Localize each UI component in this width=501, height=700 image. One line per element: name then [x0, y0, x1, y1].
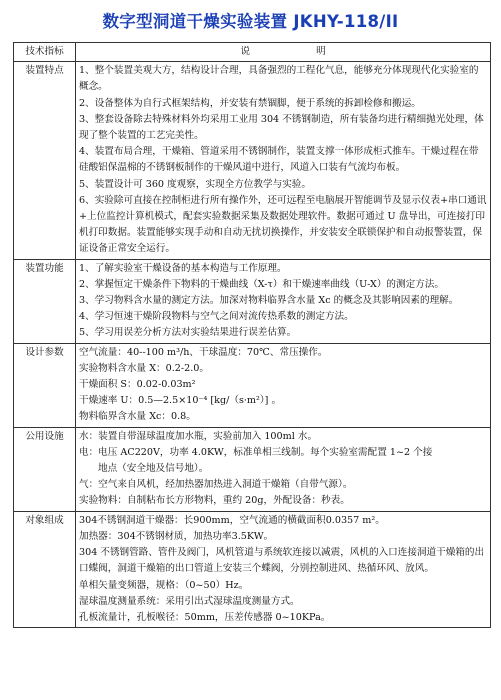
utility-line: 气：空气来自风机，经加热器加热进入洞道干燥箱（自带气源）。: [79, 479, 353, 491]
component-line: 湿球温度测量系统：采用引出式湿球温度测量方式。: [79, 595, 300, 607]
row-label-components: 对象组成: [14, 511, 76, 627]
component-line: 单相矢量变频器，规格：（0~50）Hz。: [79, 579, 249, 591]
table-row: [14, 62, 491, 259]
component-line: 304 不锈钢管路、管件及阀门，风机管道与系统软连接以减震，风机的入口连接洞道干燥箱的出口蝶阀，洞道干燥箱的出口管道上安装三个蝶阀，分别控制进风、热循环风、放风。: [79, 547, 485, 575]
function-line: 3、学习物料含水量的测定方法。加深对物料临界含水量 Xc 的概念及其影响因素的理解。: [79, 295, 459, 307]
row-content-components: [76, 511, 491, 627]
utility-line: 实验物料：自制粘布长方形物料，重约 20g，外配设备：秒表。: [79, 495, 350, 507]
row-content-utilities: [76, 427, 491, 511]
row-label-parameters: 设计参数: [14, 343, 76, 427]
function-line: 1、了解实验室干燥设备的基本构造与工作原理。: [79, 262, 287, 274]
parameter-line: 干燥速率 U：0.5—2.5×10⁻⁴ [kg/（s·m²）] 。: [79, 395, 282, 407]
component-line: 孔板流量计，孔板喉径：50mm，压差传感器 0~10KPa。: [79, 611, 331, 623]
parameter-line: 实验物料含水量 X：0.2-2.0。: [79, 362, 209, 374]
spec-table: [13, 42, 491, 628]
row-content-parameters: [76, 343, 491, 427]
feature-line: 5、装置设计可 360 度观察，实现全方位教学与实验。: [79, 178, 311, 190]
utility-line: 水：装置自带湿球温度加水瓶，实验前加入 100ml 水。: [79, 430, 318, 442]
row-label-features: 装置特点: [14, 62, 76, 259]
header-desc-char-1: 说: [240, 46, 250, 57]
page-title: 数字型洞道干燥实验装置 JKHY-118/II: [102, 12, 399, 31]
table-row: [14, 427, 491, 511]
table-row: [14, 511, 491, 627]
header-desc-char-2: 明: [316, 46, 326, 57]
table-row: [14, 343, 491, 427]
function-line: 4、学习恒速干燥阶段物料与空气之间对流传热系数的测定方法。: [79, 311, 354, 323]
component-line: 加热器：304不锈钢材质，加热功率3.5KW。: [79, 530, 274, 542]
utility-line: 地点（安全地及信号地）。: [98, 463, 209, 475]
feature-line: 4、装置布局合理，干燥箱、管道采用不锈钢制作，装置支撑一体形成柜式推车。干燥过程在带硅酸铝保温棉的不锈钢板制作的干燥风道中进行，风道入口装有气流均布板。: [79, 146, 479, 174]
row-content-functions: [76, 259, 491, 343]
feature-line: 3、整套设备除去特殊材料外均采用工业用 304 不锈钢制造，所有装备均进行精细抛光处理，体现了整个装置的工艺完美性。: [79, 113, 484, 142]
feature-line: 2、设备整体为自行式框架结构，并安装有禁锢脚，便于系统的拆卸检修和搬运。: [79, 97, 421, 109]
table-row: [14, 259, 491, 343]
parameter-line: 干燥面积 S：0.02-0.03m²: [79, 379, 196, 391]
table-header-row: [14, 43, 491, 62]
parameter-line: 物料临界含水量 Xc：0.8。: [79, 411, 196, 423]
function-line: 2、掌握恒定干燥条件下物料的干燥曲线（X-τ）和干燥速率曲线（U-X）的测定方法。: [79, 278, 444, 290]
row-label-functions: 装置功能: [14, 259, 76, 343]
function-line: 5、学习用误差分析方法对实验结果进行误差估算。: [79, 327, 297, 339]
header-description: [76, 43, 491, 62]
feature-line: 6、实验除可直接在控制柜进行所有操作外，还可远程至电脑展开智能调节及显示仪表+串口通讯+上位监控计算机模式，配套实验数据采集及数据处理软件。数据可通过 U 盘导出，可连接打印机打印数据。装置能够实现手动和自动无扰切换操作，并安装安全联锁保护和自动报警装置，保证设备正常安全运行。: [79, 194, 487, 255]
header-spec-label: 技术指标: [14, 43, 76, 62]
component-line: 304不锈钢洞道干燥器：长900mm，空气流通的横截面积0.0357 m²。: [79, 514, 385, 526]
row-content-features: [76, 62, 491, 259]
feature-line: 1、整个装置美观大方，结构设计合理，具备强烈的工程化气息，能够充分体现现代化实验室的概念。: [79, 65, 479, 93]
row-label-utilities: 公用设施: [14, 427, 76, 511]
parameter-line: 空气流量：40--100 m³/h、干球温度：70℃、常压操作。: [79, 346, 328, 358]
utility-line: 电：电压 AC220V，功率 4.0KW，标准单相三线制。每个实验室需配置 1~2 个接: [79, 446, 433, 458]
